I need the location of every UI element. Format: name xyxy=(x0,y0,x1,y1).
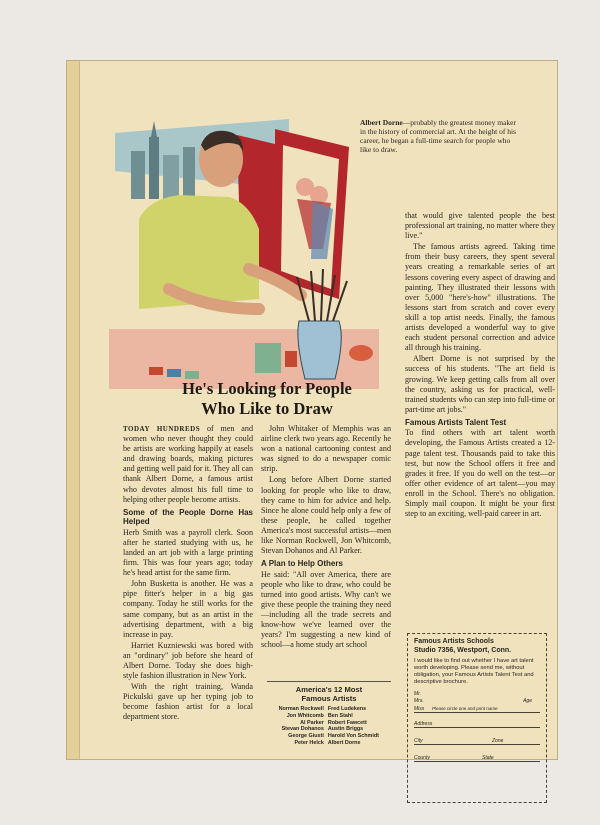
section-heading: Famous Artists Talent Test xyxy=(405,417,507,427)
spine-edge xyxy=(67,61,80,759)
famous-artists-box xyxy=(267,681,391,747)
mail-coupon[interactable] xyxy=(407,633,547,803)
section-heading: A Plan to Help Others xyxy=(261,559,343,569)
albert-dorne-illustration xyxy=(109,99,379,417)
headline-line-1: He's Looking for People xyxy=(182,379,352,398)
paragraph: Herb Smith was a payroll clerk. Soon after he started studying with us, he landed an art job with a large printing firm. This was four years ago; today he's head artist for the same firm. xyxy=(123,527,253,578)
coupon-text: I would like to find out whether I have art talent worth developing. Please send me, without obligation, your Famous Artists Talent Test and descriptive brochure. xyxy=(414,658,534,685)
paint-tube xyxy=(167,369,181,377)
coupon-title: Famous Artists Schools Studio 7356, Westport, Conn. xyxy=(414,638,512,654)
paragraph: John Whitaker of Memphis was an airline clerk two years ago. Recently he won a national cartooning contest and was signed to do a newspaper comic strip. xyxy=(261,424,391,474)
comic-back-cover xyxy=(66,60,558,760)
yellow-shirt xyxy=(139,195,259,309)
caption-name: Albert Dorne xyxy=(360,118,403,127)
county-state-field[interactable]: County State xyxy=(414,748,540,762)
headline xyxy=(117,379,417,419)
paragraph: John Busketta is another. He was a pipe fitter's helper in a big gas company. Today he still works for the same company, but as an artist in the advertising department, with a big increase in pay. xyxy=(123,579,253,639)
artist-row: Jon Whitcomb Ben Stahl xyxy=(286,712,353,719)
intro-paragraph: TODAY HUNDREDS of men and women who never thought they could be artists are working happily at easels and drawing boards, making pictures and getting well paid for it. They all can thank Albert Dorne, a famous artist who devotes almost his full time to helping other people become artists. xyxy=(123,424,253,504)
paragraph: Albert Dorne is not surprised by the success of his students. "The art field is growing. We keep getting calls from all over the country, asking us for practical, well-trained students who can step into full-time or part-time art jobs." xyxy=(405,354,555,414)
brush-jar xyxy=(298,321,341,379)
headline-line-2: Who Like to Draw xyxy=(201,399,333,418)
paragraph: Harriet Kuzniewski was bored with an "ordinary" job before she heard of Albert Dorne. Today she does high-style fashion illustration in New York. xyxy=(123,640,253,681)
artist-row: Al Parker Robert Fawcett xyxy=(300,719,367,726)
artist-row: Norman Rockwell Fred Ludekens xyxy=(278,706,367,712)
city-zone-field[interactable]: City Zone xyxy=(414,731,540,745)
address-field[interactable]: Address xyxy=(414,716,540,728)
famous-artists-title: America's 12 Most Famous Artists xyxy=(295,685,363,703)
section-heading: Some of the People Dorne Has Helped xyxy=(123,507,253,527)
paragraph: To find others with art talent worth developing, the Famous Artists created a 12-page talent test. Thousands paid to take this test, but now the School offers it free and grades it free. If you do well on the test—or offer other evidence of art talent—you may enroll in the School. There's no obligation. Simply mail coupon. It might be your first step to an exciting, well-paid career in art. xyxy=(405,428,555,519)
text-column-3 xyxy=(405,211,555,520)
artist-row: Stevan Dohanos Austin Briggs xyxy=(281,726,364,733)
building xyxy=(163,155,179,199)
paint-jar xyxy=(285,351,297,367)
illustration-caption xyxy=(360,118,520,154)
paint-tube xyxy=(185,371,199,379)
paragraph: The famous artists agreed. Taking time from their busy careers, they spent several years creating a remarkable series of art lessons covering every aspect of drawing and painting. They illustrated their lessons with over 5,000 "here's-how" illustrations. The lessons start from scratch and cover every skill a top artist needs. Finally, the famous artists developed a wonderful way to give each student personal correction and advice all through his training. xyxy=(405,242,555,353)
text-column-1 xyxy=(123,424,253,724)
spire xyxy=(151,121,157,137)
famous-artists-list xyxy=(267,706,391,747)
caption-text: —probably the greatest money maker in the history of commercial art. At the height of his career, he began a full-time search for people who like to draw. xyxy=(360,118,517,154)
paragraph: that would give talented people the best professional art training, no matter where they live." xyxy=(405,211,555,241)
paragraph: He said: "All over America, there are people who like to draw, who could be turned into good artists. Why can't we give these people the training they need—including all the trade secrets and know-how we've learned over the years? I'm suggesting a new kind of school—a home study art school xyxy=(261,569,391,650)
paint-tube xyxy=(149,367,163,375)
artist-row: George Giusti Harold Von Schmidt xyxy=(288,733,379,740)
paint-jar xyxy=(255,343,281,373)
building xyxy=(183,147,195,199)
paragraph: Long before Albert Dorne started looking for people who like to draw, they came to him for advice and help. Since he alone could help only a few of these people, he called together America's most successful artists—men like Norman Rockwell, Jon Whitcomb, Stevan Dohanos and Al Parker. xyxy=(261,475,391,556)
bowl xyxy=(349,345,373,361)
building xyxy=(149,137,159,199)
paragraph: With the right training, Wanda Pickulski gave up her typing job to become fashion artist for a local department store. xyxy=(123,682,253,722)
building xyxy=(131,151,145,199)
artist-row: Peter Helck Albert Dorne xyxy=(294,739,361,746)
intro-lead: TODAY HUNDREDS xyxy=(123,425,201,433)
name-field[interactable]: Mr. Mrs. Age Miss Please circle one and print name xyxy=(414,689,540,713)
text-column-2 xyxy=(261,424,391,651)
